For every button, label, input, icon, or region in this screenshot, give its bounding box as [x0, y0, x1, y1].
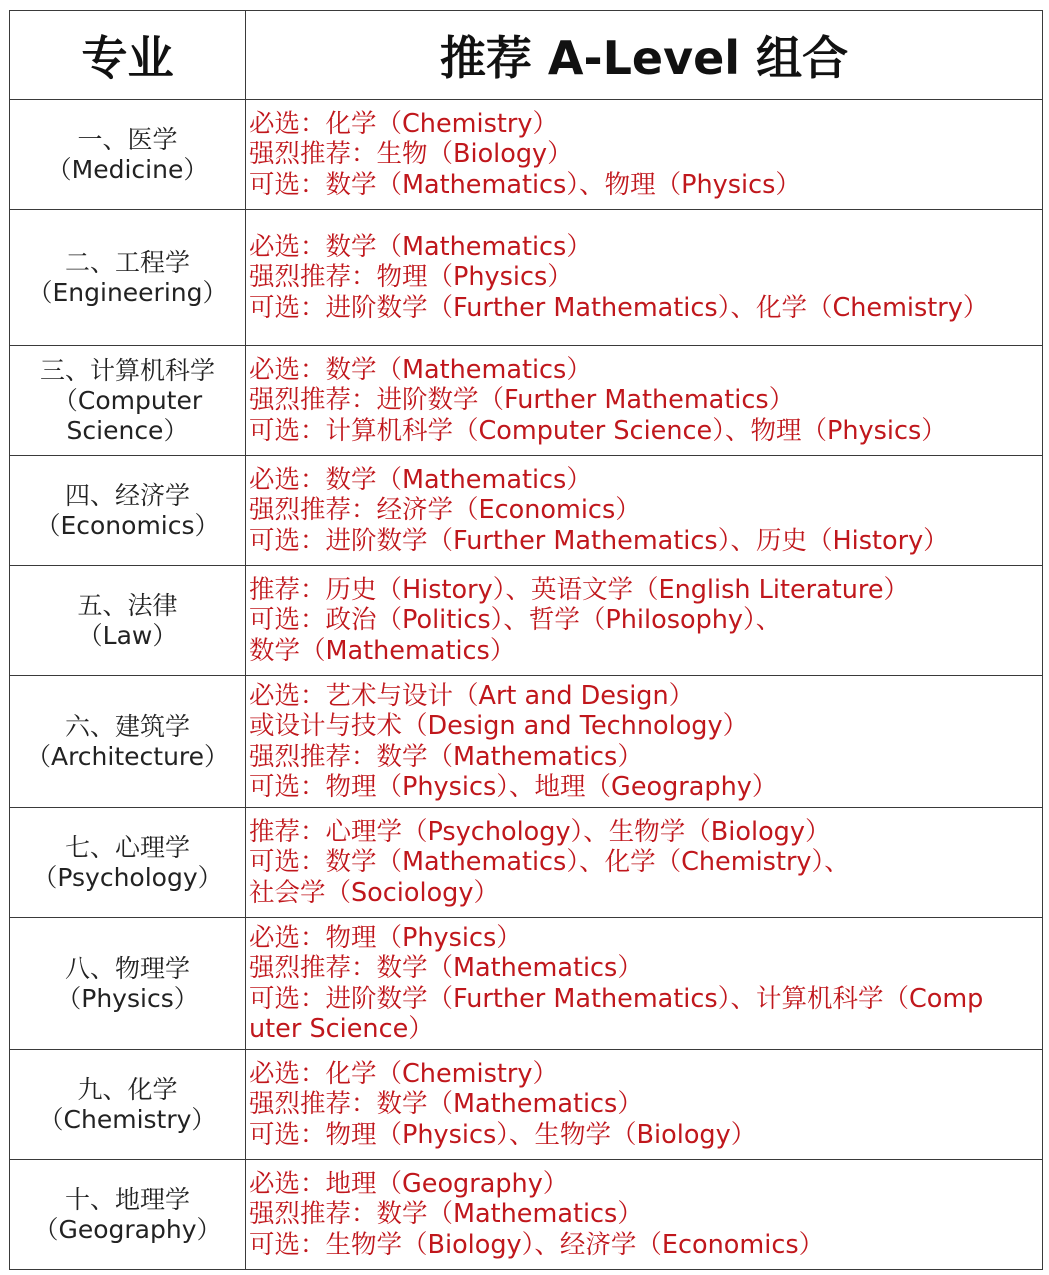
recommendation-cell — [246, 566, 1043, 676]
recommendation-cell — [246, 346, 1043, 456]
recommendation-line: 强烈推荐：数学（Mathematics） — [249, 953, 643, 984]
table-row — [10, 918, 1043, 1050]
major-line: （Engineering） — [27, 277, 228, 307]
recommendation-line: 强烈推荐：数学（Mathematics） — [249, 741, 643, 772]
recommendation-line: 数学（Mathematics） — [249, 635, 516, 666]
table-row — [10, 100, 1043, 210]
recommendation-line: 可选：物理（Physics）、地理（Geography） — [249, 771, 778, 802]
recommendation-cell — [246, 210, 1043, 346]
major-cell — [10, 566, 246, 676]
major-line: 五、法律 — [77, 590, 178, 620]
recommendation-line: 强烈推荐：经济学（Economics） — [249, 495, 641, 526]
recommendation-line: 强烈推荐：生物（Biology） — [249, 139, 573, 170]
header-recommend: 推荐 A-Level 组合 — [246, 11, 1043, 100]
major-line: （Medicine） — [46, 154, 209, 184]
recommendation-cell — [246, 918, 1043, 1050]
table-row — [10, 808, 1043, 918]
alevel-table — [9, 10, 1043, 1270]
recommendation-line: 必选：化学（Chemistry） — [249, 108, 558, 139]
table-row — [10, 1050, 1043, 1160]
recommendation-cell — [246, 676, 1043, 808]
recommendation-line: 可选：数学（Mathematics）、物理（Physics） — [249, 169, 801, 200]
major-line: 三、计算机科学 — [39, 355, 215, 385]
recommendation-line: 社会学（Sociology） — [249, 877, 499, 908]
major-line: 六、建筑学 — [64, 711, 190, 741]
recommendation-line: uter Science） — [249, 1013, 434, 1044]
recommendation-line: 或设计与技术（Design and Technology） — [249, 711, 749, 742]
major-line: （Economics） — [35, 510, 220, 540]
major-line: （Chemistry） — [38, 1104, 217, 1134]
table-row — [10, 456, 1043, 566]
recommendation-line: 必选：数学（Mathematics） — [249, 231, 592, 262]
recommendation-line: 可选：物理（Physics）、生物学（Biology） — [249, 1119, 757, 1150]
major-line: （Law） — [77, 620, 178, 650]
major-line: （Physics） — [56, 983, 199, 1013]
major-cell — [10, 918, 246, 1050]
recommendation-line: 必选：数学（Mathematics） — [249, 354, 592, 385]
header-major: 专业 — [10, 11, 246, 100]
major-cell — [10, 346, 246, 456]
major-line: Science） — [66, 415, 189, 445]
major-line: 二、工程学 — [64, 247, 190, 277]
recommendation-cell — [246, 1160, 1043, 1270]
major-cell — [10, 676, 246, 808]
header-row — [10, 11, 1043, 100]
major-cell — [10, 100, 246, 210]
major-cell — [10, 1050, 246, 1160]
major-line: 一、医学 — [77, 124, 178, 154]
major-cell — [10, 808, 246, 918]
recommendation-line: 必选：数学（Mathematics） — [249, 464, 592, 495]
recommendation-line: 可选：进阶数学（Further Mathematics）、化学（Chemistry） — [249, 292, 989, 323]
major-line: 七、心理学 — [64, 832, 190, 862]
major-line: （Architecture） — [25, 741, 230, 771]
major-line: （Psychology） — [32, 862, 223, 892]
major-line: （Computer — [52, 385, 203, 415]
recommendation-line: 可选：生物学（Biology）、经济学（Economics） — [249, 1229, 825, 1260]
major-line: 九、化学 — [77, 1074, 178, 1104]
recommendation-line: 强烈推荐：数学（Mathematics） — [249, 1089, 643, 1120]
table-row — [10, 566, 1043, 676]
recommendation-line: 强烈推荐：数学（Mathematics） — [249, 1199, 643, 1230]
table-row — [10, 210, 1043, 346]
recommendation-line: 必选：物理（Physics） — [249, 922, 522, 953]
recommendation-line: 可选：进阶数学（Further Mathematics）、计算机科学（Comp — [249, 983, 984, 1014]
major-line: 八、物理学 — [64, 953, 190, 983]
recommendation-line: 强烈推荐：进阶数学（Further Mathematics） — [249, 385, 795, 416]
recommendation-line: 可选：计算机科学（Computer Science）、物理（Physics） — [249, 415, 947, 446]
recommendation-cell — [246, 1050, 1043, 1160]
major-cell — [10, 1160, 246, 1270]
recommendation-line: 可选：进阶数学（Further Mathematics）、历史（History） — [249, 525, 949, 556]
table-row — [10, 1160, 1043, 1270]
recommendation-cell — [246, 100, 1043, 210]
recommendation-line: 可选：数学（Mathematics）、化学（Chemistry）、 — [249, 847, 850, 878]
recommendation-line: 可选：政治（Politics）、哲学（Philosophy）、 — [249, 605, 782, 636]
table-row — [10, 676, 1043, 808]
major-line: 四、经济学 — [64, 480, 190, 510]
recommendation-line: 推荐：历史（History）、英语文学（English Literature） — [249, 574, 910, 605]
recommendation-cell — [246, 456, 1043, 566]
recommendation-line: 推荐：心理学（Psychology）、生物学（Biology） — [249, 816, 831, 847]
major-line: （Geography） — [33, 1214, 222, 1244]
major-cell — [10, 456, 246, 566]
major-cell — [10, 210, 246, 346]
recommendation-line: 必选：艺术与设计（Art and Design） — [249, 680, 695, 711]
recommendation-line: 必选：地理（Geography） — [249, 1168, 569, 1199]
recommendation-line: 强烈推荐：物理（Physics） — [249, 262, 573, 293]
recommendation-line: 必选：化学（Chemistry） — [249, 1058, 558, 1089]
table-row — [10, 346, 1043, 456]
major-line: 十、地理学 — [64, 1184, 190, 1214]
recommendation-cell — [246, 808, 1043, 918]
